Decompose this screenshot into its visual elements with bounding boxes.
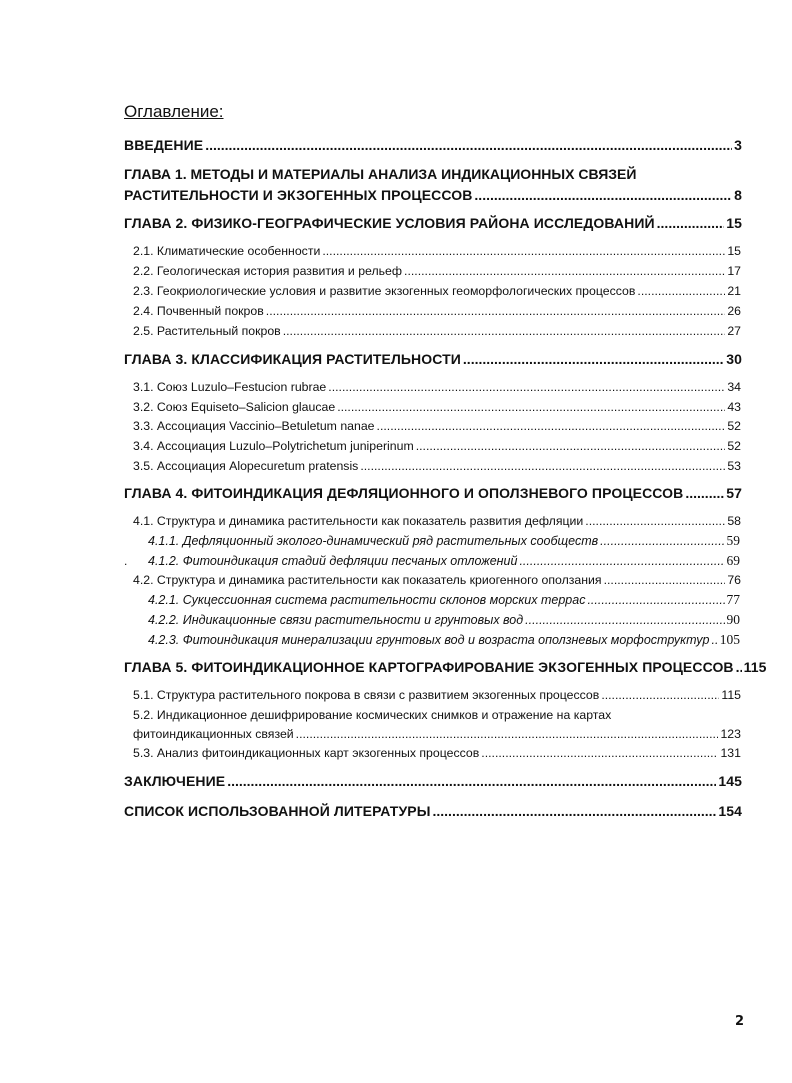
toc-entry-intro[interactable] xyxy=(124,137,742,153)
toc-entry-label: 2.2. Геологическая история развития и рельеф xyxy=(133,264,403,278)
toc-entry-2-2[interactable] xyxy=(133,264,741,278)
toc-title: Оглавление: xyxy=(124,102,224,121)
dot-leader xyxy=(322,244,725,258)
dot-leader xyxy=(712,633,718,647)
toc-entry-page: 76 xyxy=(727,573,741,587)
toc-entry-label: 4.1.1. Дефляционный эколого-динамический ряд растительных сообществ xyxy=(148,534,599,548)
toc-entry-5-3[interactable] xyxy=(133,746,741,760)
dot-leader xyxy=(525,613,724,627)
toc-entry-label: 3.4. Ассоциация Luzulo–Polytrichetum juniperinum xyxy=(133,439,414,453)
toc-entry-4-2-2[interactable] xyxy=(148,612,740,628)
toc-entry-page: 27 xyxy=(727,324,741,338)
toc-entry-label: ВВЕДЕНИЕ xyxy=(124,137,204,153)
toc-entry-page: 52 xyxy=(727,419,741,433)
toc-entry-page: 115 xyxy=(743,659,767,675)
toc-entry-label: 3.1. Союз Luzulo–Festucion rubrae xyxy=(133,380,327,394)
toc-entry-label: 3.3. Ассоциация Vaccinio–Betuletum nanae xyxy=(133,419,375,433)
toc-entry-page: 53 xyxy=(727,459,741,473)
toc-entry-label: 2.3. Геокриологические условия и развитие экзогенных геоморфологических процессов xyxy=(133,284,636,298)
toc-entry-label: 3.2. Союз Equiseto–Salicion glaucae xyxy=(133,400,336,414)
dot-leader xyxy=(360,459,725,473)
toc-entry-2-5[interactable] xyxy=(133,324,741,338)
toc-entry-label: ГЛАВА 4. ФИТОИНДИКАЦИЯ ДЕФЛЯЦИОННОГО И ОПОЛЗНЕВОГО ПРОЦЕССОВ xyxy=(124,485,684,501)
stray-mark: . xyxy=(124,554,128,568)
toc-entry-3-2[interactable] xyxy=(133,400,741,414)
dot-leader xyxy=(736,659,742,675)
toc-entry-page: 30 xyxy=(726,351,742,367)
toc-entry-5-2[interactable] xyxy=(133,727,741,741)
toc-entry-page: 57 xyxy=(726,485,742,501)
toc-entry-label: 4.2.1. Сукцессионная система растительности склонов морских террас xyxy=(148,593,586,607)
toc-entry-label: ГЛАВА 2. ФИЗИКО-ГЕОГРАФИЧЕСКИЕ УСЛОВИЯ РАЙОНА ИССЛЕДОВАНИЙ xyxy=(124,215,655,231)
dot-leader xyxy=(585,514,725,528)
dot-leader xyxy=(657,215,725,231)
toc-entry-4-1-2[interactable] xyxy=(148,553,740,569)
dot-leader xyxy=(205,137,732,153)
dot-leader xyxy=(474,187,732,203)
toc-entry-page: 26 xyxy=(727,304,741,318)
toc-entry-label: 2.1. Климатические особенности xyxy=(133,244,321,258)
toc-entry-conclusion[interactable] xyxy=(124,773,742,789)
toc-entry-page: 123 xyxy=(720,727,741,741)
toc-entry-page: 15 xyxy=(726,215,742,231)
toc-entry-label: 4.2.3. Фитоиндикация минерализации грунтовых вод и возраста оползневых морфоструктур xyxy=(148,633,710,647)
toc-entry-5-1[interactable] xyxy=(133,688,741,702)
toc-entry-page: 52 xyxy=(727,439,741,453)
dot-leader xyxy=(601,688,719,702)
toc-entry-page: 77 xyxy=(726,592,740,607)
toc-entry-page: 15 xyxy=(727,244,741,258)
toc-entry-references[interactable] xyxy=(124,803,742,819)
toc-entry-label: 4.1.2. Фитоиндикация стадий дефляции песчаных отложений xyxy=(148,554,518,568)
toc-entry-ch5[interactable] xyxy=(124,659,767,675)
dot-leader xyxy=(283,324,726,338)
toc-entry-label: 4.1. Структура и динамика растительности как показатель развития дефляции xyxy=(133,514,584,528)
toc-entry-label: фитоиндикационных связей xyxy=(133,727,294,741)
toc-entry-label: СПИСОК ИСПОЛЬЗОВАННОЙ ЛИТЕРАТУРЫ xyxy=(124,803,431,819)
toc-entry-label: ГЛАВА 5. ФИТОИНДИКАЦИОННОЕ КАРТОГРАФИРОВАНИЕ ЭКЗОГЕННЫХ ПРОЦЕССОВ xyxy=(124,659,734,675)
dot-leader xyxy=(337,400,725,414)
dot-leader xyxy=(685,485,724,501)
toc-entry-label: ЗАКЛЮЧЕНИЕ xyxy=(124,773,226,789)
toc-entry-page: 145 xyxy=(718,773,742,789)
dot-leader xyxy=(604,573,726,587)
dot-leader xyxy=(433,803,717,819)
toc-entry-page: 21 xyxy=(727,284,741,298)
dot-leader xyxy=(266,304,726,318)
toc-entry-3-5[interactable] xyxy=(133,459,741,473)
toc-entry-page: 58 xyxy=(727,514,741,528)
toc-entry-4-1[interactable] xyxy=(133,514,741,528)
toc-entry-4-2[interactable] xyxy=(133,573,741,587)
dot-leader xyxy=(519,554,724,568)
toc-entry-page: 131 xyxy=(720,746,741,760)
toc-entry-ch2[interactable] xyxy=(124,215,742,231)
toc-entry-2-1[interactable] xyxy=(133,244,741,258)
toc-entry-ch3[interactable] xyxy=(124,351,742,367)
toc-entry-page: 3 xyxy=(734,137,742,153)
dot-leader xyxy=(600,534,724,548)
toc-entry-label: 2.4. Почвенный покров xyxy=(133,304,264,318)
dot-leader xyxy=(587,593,724,607)
toc-entry-4-2-3[interactable] xyxy=(148,632,740,648)
dot-leader xyxy=(328,380,725,394)
dot-leader xyxy=(404,264,725,278)
toc-entry-label: 5.1. Структура растительного покрова в связи с развитием экзогенных процессов xyxy=(133,688,600,702)
toc-entry-5-2-line1[interactable]: 5.2. Индикационное дешифрирование космических снимков и отражение на картах xyxy=(133,708,612,722)
toc-entry-page: 154 xyxy=(718,803,742,819)
toc-entry-label: 4.2.2. Индикационные связи растительности и грунтовых вод xyxy=(148,613,524,627)
dot-leader xyxy=(416,439,726,453)
toc-entry-label: 3.5. Ассоциация Alopecuretum pratensis xyxy=(133,459,359,473)
dot-leader xyxy=(481,746,718,760)
toc-entry-3-1[interactable] xyxy=(133,380,741,394)
toc-entry-2-3[interactable] xyxy=(133,284,741,298)
toc-entry-page: 105 xyxy=(719,632,740,647)
toc-entry-3-4[interactable] xyxy=(133,439,741,453)
dot-leader xyxy=(377,419,726,433)
toc-entry-page: 69 xyxy=(726,553,740,568)
dot-leader xyxy=(227,773,716,789)
toc-entry-ch4[interactable] xyxy=(124,485,742,501)
dot-leader xyxy=(296,727,719,741)
toc-entry-page: 17 xyxy=(727,264,741,278)
toc-entry-page: 8 xyxy=(734,187,742,203)
toc-entry-page: 34 xyxy=(727,380,741,394)
toc-entry-page: 59 xyxy=(726,533,740,548)
toc-entry-3-3[interactable] xyxy=(133,419,741,433)
toc-entry-label: РАСТИТЕЛЬНОСТИ И ЭКЗОГЕННЫХ ПРОЦЕССОВ xyxy=(124,187,473,203)
toc-entry-4-1-1[interactable] xyxy=(148,533,740,549)
toc-entry-label: ГЛАВА 3. КЛАССИФИКАЦИЯ РАСТИТЕЛЬНОСТИ xyxy=(124,351,461,367)
toc-entry-label: 2.5. Растительный покров xyxy=(133,324,281,338)
toc-entry-page: 115 xyxy=(721,688,741,702)
toc-entry-ch1-line1[interactable]: ГЛАВА 1. МЕТОДЫ И МАТЕРИАЛЫ АНАЛИЗА ИНДИКАЦИОННЫХ СВЯЗЕЙ xyxy=(124,166,637,182)
dot-leader xyxy=(463,351,724,367)
toc-entry-page: 43 xyxy=(727,400,741,414)
toc-entry-ch1[interactable] xyxy=(124,187,742,203)
toc-entry-label: 4.2. Структура и динамика растительности как показатель криогенного оползания xyxy=(133,573,602,587)
toc-entry-page: 90 xyxy=(726,612,740,627)
page-number: 2 xyxy=(734,1014,744,1029)
dot-leader xyxy=(637,284,725,298)
toc-entry-4-2-1[interactable] xyxy=(148,592,740,608)
toc-entry-2-4[interactable] xyxy=(133,304,741,318)
toc-entry-label: 5.3. Анализ фитоиндикационных карт экзогенных процессов xyxy=(133,746,480,760)
